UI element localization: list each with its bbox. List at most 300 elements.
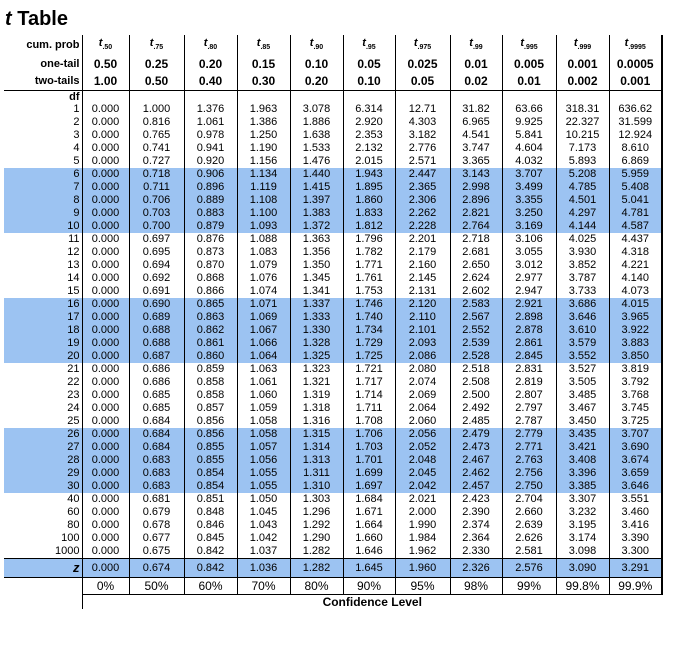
df-header-spacer (129, 91, 184, 104)
table-cell: 1.725 (343, 350, 395, 363)
table-cell: 1.356 (290, 246, 343, 259)
cum-prob-value: .975 (417, 44, 432, 52)
table-cell: 0.854 (184, 480, 237, 493)
df-value: 6 (4, 168, 82, 181)
table-cell: 0.870 (184, 259, 237, 272)
table-cell: 0.000 (82, 272, 129, 285)
confidence-value: 90% (343, 578, 395, 595)
table-cell: 1.323 (290, 363, 343, 376)
df-header-spacer (502, 91, 556, 104)
cum-prob-symbol: $t_{.999}$ (573, 37, 592, 52)
table-cell: 0.856 (184, 428, 237, 441)
table-cell: 2.086 (395, 350, 450, 363)
table-cell: 2.330 (450, 545, 502, 559)
two-tails-value: 0.001 (609, 73, 662, 91)
table-row (4, 155, 662, 168)
table-cell: 3.551 (609, 493, 662, 506)
table-cell: 3.098 (556, 545, 609, 559)
df-value: 2 (73, 116, 80, 129)
df-value: 40 (67, 493, 80, 506)
table-cell: 1.303 (290, 493, 343, 506)
table-cell: 0.846 (184, 519, 237, 532)
table-cell: 1.296 (290, 506, 343, 519)
confidence-value: 98% (450, 578, 502, 595)
table-cell: 3.690 (609, 441, 662, 454)
table-cell: 0.688 (129, 337, 184, 350)
table-cell: 0.000 (82, 129, 129, 142)
table-cell: 4.140 (609, 272, 662, 285)
table-cell: 1.350 (290, 259, 343, 272)
table-cell: 2.583 (450, 298, 502, 311)
table-cell: 2.457 (450, 480, 502, 493)
table-cell: 1.333 (290, 311, 343, 324)
table-cell: 0.741 (129, 142, 184, 155)
page-title (5, 8, 68, 31)
table-cell: 2.110 (395, 311, 450, 324)
table-cell: 0.000 (82, 142, 129, 155)
table-cell: 1.058 (237, 428, 290, 441)
table-cell: 0.683 (129, 467, 184, 480)
table-cell: 1.000 (129, 103, 184, 116)
table-cell: 3.610 (556, 324, 609, 337)
table-row (4, 454, 662, 467)
t-distribution-table (4, 35, 663, 609)
df-header-spacer (450, 91, 502, 104)
df-value: 1000 (55, 545, 80, 558)
table-cell: 2.819 (502, 376, 556, 389)
table-cell: 0.941 (184, 142, 237, 155)
table-cell: 1.100 (237, 207, 290, 220)
table-cell: 2.776 (395, 142, 450, 155)
table-cell: 1.440 (290, 168, 343, 181)
confidence-value: 99.8% (556, 578, 609, 595)
table-cell: 3.787 (556, 272, 609, 285)
table-cell: 0.906 (184, 168, 237, 181)
table-cell: 0.978 (184, 129, 237, 142)
df-header-spacer (82, 91, 129, 104)
table-cell: 3.169 (502, 220, 556, 233)
df-value: 25 (67, 415, 80, 428)
table-cell: 1.337 (290, 298, 343, 311)
table-cell: 0.858 (184, 389, 237, 402)
table-cell: 2.878 (502, 324, 556, 337)
df-value: 5 (73, 155, 80, 168)
table-cell: 2.704 (502, 493, 556, 506)
table-cell: 0.685 (129, 389, 184, 402)
table-cell: 0.000 (82, 506, 129, 519)
one-tail-value: 0.05 (343, 56, 395, 73)
one-tail-value: 0.005 (502, 56, 556, 73)
table-cell: 6.869 (609, 155, 662, 168)
table-cell: 0.694 (129, 259, 184, 272)
table-cell: 3.930 (556, 246, 609, 259)
table-row (4, 324, 662, 337)
table-cell: 1.088 (237, 233, 290, 246)
table-cell: 3.659 (609, 467, 662, 480)
cum-prob-header (184, 35, 237, 56)
table-cell: 1.045 (237, 506, 290, 519)
table-cell: 1.397 (290, 194, 343, 207)
table-cell: 0.000 (82, 207, 129, 220)
table-cell: 0.684 (129, 415, 184, 428)
table-cell: 2.015 (343, 155, 395, 168)
table-cell: 1.660 (343, 532, 395, 545)
table-cell: 1.083 (237, 246, 290, 259)
one-tail-row (4, 56, 662, 73)
table-cell: 22.327 (556, 116, 609, 129)
table-cell: 3.527 (556, 363, 609, 376)
table-cell: 2.131 (395, 285, 450, 298)
table-cell: 2.042 (395, 480, 450, 493)
cum-prob-value: .90 (313, 44, 324, 52)
table-cell: 0.855 (184, 454, 237, 467)
table-cell: 1.061 (184, 116, 237, 129)
z-label: z (4, 559, 82, 578)
table-cell: 0.000 (82, 363, 129, 376)
two-tails-label: two-tails (4, 73, 82, 91)
two-tails-value: 0.30 (237, 73, 290, 91)
table-cell: 1.321 (290, 376, 343, 389)
table-cell: 4.303 (395, 116, 450, 129)
cum-prob-value: .50 (102, 44, 113, 52)
table-cell: 3.733 (556, 285, 609, 298)
table-cell: 0.856 (184, 415, 237, 428)
table-cell: 9.925 (502, 116, 556, 129)
table-cell: 0.683 (129, 454, 184, 467)
table-cell: 2.831 (502, 363, 556, 376)
table-row (4, 545, 662, 559)
table-cell: 2.639 (502, 519, 556, 532)
table-cell: 1.134 (237, 168, 290, 181)
table-cell: 1.415 (290, 181, 343, 194)
table-cell: 2.718 (450, 233, 502, 246)
cum-prob-symbol: $t_{.95}$ (362, 37, 376, 52)
table-cell: 0.690 (129, 298, 184, 311)
table-cell: 2.528 (450, 350, 502, 363)
table-cell: 2.447 (395, 168, 450, 181)
table-cell: 2.807 (502, 389, 556, 402)
two-tails-value: 0.50 (129, 73, 184, 91)
table-cell: 0.000 (82, 467, 129, 480)
table-cell: 2.120 (395, 298, 450, 311)
df-value: 10 (4, 220, 82, 233)
table-cell: 2.479 (450, 428, 502, 441)
table-cell: 4.221 (609, 259, 662, 272)
table-cell: 0.000 (82, 337, 129, 350)
table-cell: 1.684 (343, 493, 395, 506)
table-cell: 2.977 (502, 272, 556, 285)
table-row (4, 207, 662, 220)
table-cell: 0.855 (184, 441, 237, 454)
table-cell: 0.691 (129, 285, 184, 298)
table-cell: 2.552 (450, 324, 502, 337)
df-value: 1 (73, 103, 80, 116)
cum-prob-value: .95 (365, 44, 376, 52)
table-cell: 0.686 (129, 363, 184, 376)
table-cell: 4.437 (609, 233, 662, 246)
table-cell: 3.182 (395, 129, 450, 142)
cum-prob-symbol: $t_{.80}$ (203, 37, 218, 52)
table-cell: 2.306 (395, 194, 450, 207)
z-value: 1.282 (290, 559, 343, 578)
table-cell: 1.066 (237, 337, 290, 350)
cum-prob-value: .99 (472, 44, 483, 52)
table-cell: 3.106 (502, 233, 556, 246)
table-cell: 0.000 (82, 415, 129, 428)
table-cell: 0.692 (129, 272, 184, 285)
table-cell: 1.664 (343, 519, 395, 532)
df-value: 27 (4, 441, 82, 454)
table-cell: 3.307 (556, 493, 609, 506)
table-cell: 1.962 (395, 545, 450, 559)
table-cell: 0.000 (82, 233, 129, 246)
table-cell: 2.074 (395, 376, 450, 389)
table-cell: 0.854 (184, 467, 237, 480)
table-cell: 2.179 (395, 246, 450, 259)
cum-prob-header (556, 35, 609, 56)
table-cell: 1.703 (343, 441, 395, 454)
cum-prob-value: .999 (577, 44, 592, 52)
table-cell: 2.101 (395, 324, 450, 337)
table-cell: 0.000 (82, 168, 129, 181)
table-cell: 0.000 (82, 194, 129, 207)
table-cell: 1.345 (290, 272, 343, 285)
table-cell: 1.701 (343, 454, 395, 467)
table-cell: 10.215 (556, 129, 609, 142)
confidence-row (4, 578, 662, 595)
table-cell: 2.650 (450, 259, 502, 272)
table-cell: 12.924 (609, 129, 662, 142)
table-cell: 1.156 (237, 155, 290, 168)
table-cell: 1.708 (343, 415, 395, 428)
table-cell: 3.143 (450, 168, 502, 181)
table-row (4, 350, 662, 363)
table-cell: 3.792 (609, 376, 662, 389)
table-cell: 0.845 (184, 532, 237, 545)
table-cell: 1.706 (343, 428, 395, 441)
df-header-spacer (343, 91, 395, 104)
z-value: 2.576 (502, 559, 556, 578)
df-value: 16 (4, 298, 82, 311)
table-cell: 2.500 (450, 389, 502, 402)
df-value: 60 (67, 506, 80, 519)
table-cell: 1.697 (343, 480, 395, 493)
table-cell: 1.064 (237, 350, 290, 363)
table-cell: 2.052 (395, 441, 450, 454)
table-cell: 3.467 (556, 402, 609, 415)
table-cell: 3.195 (556, 519, 609, 532)
table-cell: 0.000 (82, 480, 129, 493)
table-cell: 12.71 (395, 103, 450, 116)
table-cell: 2.467 (450, 454, 502, 467)
table-cell: 1.314 (290, 441, 343, 454)
one-tail-value: 0.01 (450, 56, 502, 73)
table-cell: 3.852 (556, 259, 609, 272)
table-cell: 1.963 (237, 103, 290, 116)
table-cell: 0.862 (184, 324, 237, 337)
table-cell: 2.771 (502, 441, 556, 454)
table-row (4, 285, 662, 298)
table-cell: 2.624 (450, 272, 502, 285)
table-cell: 0.683 (129, 480, 184, 493)
table-cell: 1.341 (290, 285, 343, 298)
table-cell: 3.646 (609, 480, 662, 493)
df-value: 9 (4, 207, 82, 220)
table-cell: 2.750 (502, 480, 556, 493)
table-cell: 0.685 (129, 402, 184, 415)
table-cell: 2.000 (395, 506, 450, 519)
table-cell: 1.328 (290, 337, 343, 350)
df-header-spacer (290, 91, 343, 104)
table-row (4, 506, 662, 519)
table-cell: 3.250 (502, 207, 556, 220)
table-cell: 1.699 (343, 467, 395, 480)
table-cell: 4.318 (609, 246, 662, 259)
table-cell: 0.678 (129, 519, 184, 532)
table-cell: 1.290 (290, 532, 343, 545)
table-row (4, 363, 662, 376)
two-tails-value: 0.01 (502, 73, 556, 91)
table-cell: 1.042 (237, 532, 290, 545)
table-cell: 1.108 (237, 194, 290, 207)
cum-prob-header (82, 35, 129, 56)
df-value: 24 (67, 402, 80, 415)
table-cell: 0.681 (129, 493, 184, 506)
table-row (4, 298, 662, 311)
table-cell: 1.990 (395, 519, 450, 532)
table-row (4, 467, 662, 480)
table-cell: 2.947 (502, 285, 556, 298)
df-value: 4 (73, 142, 80, 155)
table-cell: 2.845 (502, 350, 556, 363)
table-cell: 0.695 (129, 246, 184, 259)
table-cell: 2.539 (450, 337, 502, 350)
table-cell: 2.861 (502, 337, 556, 350)
table-cell: 3.421 (556, 441, 609, 454)
table-row (4, 220, 662, 233)
table-cell: 1.067 (237, 324, 290, 337)
table-cell: 1.043 (237, 519, 290, 532)
table-cell: 0.860 (184, 350, 237, 363)
table-cell: 5.841 (502, 129, 556, 142)
table-cell: 0.000 (82, 116, 129, 129)
table-cell: 1.753 (343, 285, 395, 298)
table-cell: 0.000 (82, 246, 129, 259)
table-cell: 4.604 (502, 142, 556, 155)
one-tail-value: 0.10 (290, 56, 343, 73)
table-cell: 3.300 (609, 545, 662, 559)
table-cell: 2.660 (502, 506, 556, 519)
one-tail-value: 0.001 (556, 56, 609, 73)
table-cell: 1.069 (237, 311, 290, 324)
df-header-spacer (609, 91, 662, 104)
table-cell: 0.000 (82, 324, 129, 337)
table-cell: 1.812 (343, 220, 395, 233)
table-cell: 0.000 (82, 298, 129, 311)
confidence-spacer (4, 578, 82, 595)
table-cell: 0.765 (129, 129, 184, 142)
df-value: 28 (4, 454, 82, 467)
table-cell: 0.700 (129, 220, 184, 233)
table-cell: 3.365 (450, 155, 502, 168)
df-header-spacer (395, 91, 450, 104)
table-cell: 0.000 (82, 402, 129, 415)
table-cell: 0.896 (184, 181, 237, 194)
table-cell: 1.282 (290, 545, 343, 559)
df-value: 14 (67, 272, 80, 285)
table-cell: 2.571 (395, 155, 450, 168)
table-cell: 4.144 (556, 220, 609, 233)
cum-prob-header (237, 35, 290, 56)
table-cell: 0.687 (129, 350, 184, 363)
table-cell: 2.228 (395, 220, 450, 233)
table-cell: 3.707 (502, 168, 556, 181)
table-cell: 1.063 (237, 363, 290, 376)
table-cell: 3.385 (556, 480, 609, 493)
table-cell: 2.390 (450, 506, 502, 519)
df-value: 19 (4, 337, 82, 350)
table-cell: 7.173 (556, 142, 609, 155)
table-cell: 0.000 (82, 311, 129, 324)
table-cell: 0.868 (184, 272, 237, 285)
table-cell: 2.920 (343, 116, 395, 129)
table-row (4, 428, 662, 441)
table-cell: 3.686 (556, 298, 609, 311)
table-cell: 3.725 (609, 415, 662, 428)
table-cell: 1.376 (184, 103, 237, 116)
table-cell: 1.055 (237, 480, 290, 493)
table-cell: 1.057 (237, 441, 290, 454)
table-cell: 3.674 (609, 454, 662, 467)
table-cell: 4.025 (556, 233, 609, 246)
df-value: 3 (73, 129, 80, 142)
table-cell: 2.756 (502, 467, 556, 480)
one-tail-value: 0.0005 (609, 56, 662, 73)
two-tails-value: 0.20 (290, 73, 343, 91)
title-symbol: t (5, 8, 12, 30)
table-cell: 1.943 (343, 168, 395, 181)
table-cell: 1.646 (343, 545, 395, 559)
table-cell: 0.727 (129, 155, 184, 168)
df-label: df (69, 91, 80, 104)
two-tails-value: 0.10 (343, 73, 395, 91)
table-cell: 0.000 (82, 532, 129, 545)
cum-prob-symbol: $t_{.90}$ (309, 37, 324, 52)
table-cell: 3.055 (502, 246, 556, 259)
cum-prob-header (450, 35, 502, 56)
table-cell: 31.82 (450, 103, 502, 116)
table-cell: 2.080 (395, 363, 450, 376)
cum-prob-value: .75 (153, 44, 164, 52)
table-cell: 0.703 (129, 207, 184, 220)
table-body (4, 35, 662, 609)
df-value: 29 (4, 467, 82, 480)
table-cell: 3.408 (556, 454, 609, 467)
table-cell: 0.920 (184, 155, 237, 168)
table-cell: 0.000 (82, 519, 129, 532)
cum-prob-symbol: $t_{.75}$ (149, 37, 164, 52)
table-cell: 2.069 (395, 389, 450, 402)
df-value: 12 (67, 246, 80, 259)
table-cell: 0.706 (129, 194, 184, 207)
table-cell: 1.325 (290, 350, 343, 363)
table-cell: 2.797 (502, 402, 556, 415)
table-cell: 2.093 (395, 337, 450, 350)
df-value: 80 (67, 519, 80, 532)
table-cell: 1.734 (343, 324, 395, 337)
table-cell: 2.021 (395, 493, 450, 506)
table-cell: 1.076 (237, 272, 290, 285)
